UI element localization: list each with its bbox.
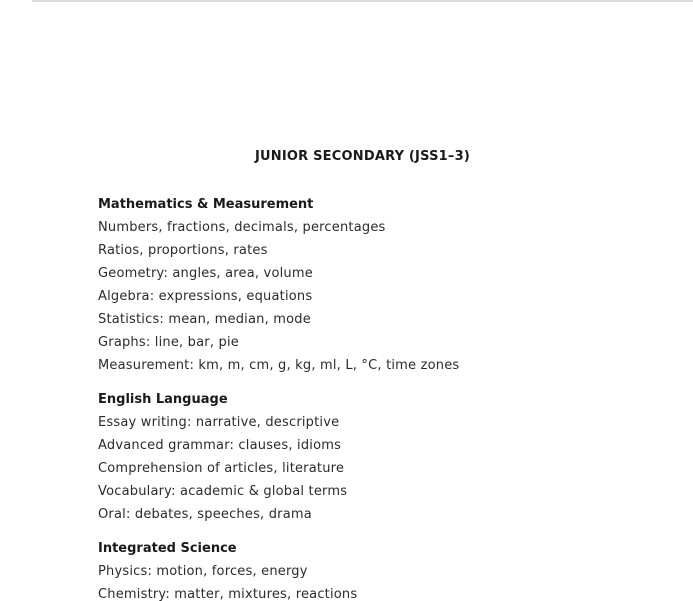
- section-english: [98, 388, 658, 526]
- list-item: Physics: motion, forces, energy: [98, 564, 308, 579]
- list-item: Statistics: mean, median, mode: [98, 312, 311, 327]
- list-item: Comprehension of articles, literature: [98, 461, 345, 476]
- list-item: Ratios, proportions, rates: [98, 243, 268, 258]
- page-title: JUNIOR SECONDARY (JSS1–3): [255, 149, 470, 164]
- list-item: Algebra: expressions, equations: [98, 289, 313, 304]
- top-divider: [32, 0, 693, 2]
- section-heading: English Language: [98, 392, 228, 407]
- list-item: Chemistry: matter, mixtures, reactions: [98, 587, 358, 601]
- list-item: Oral: debates, speeches, drama: [98, 507, 312, 522]
- list-item: Graphs: line, bar, pie: [98, 335, 239, 350]
- section-heading: Integrated Science: [98, 541, 237, 556]
- section-heading: Mathematics & Measurement: [98, 197, 314, 212]
- section-science: [98, 537, 658, 601]
- list-item: Vocabulary: academic & global terms: [98, 484, 348, 499]
- section-mathematics: [98, 193, 658, 377]
- topic-list: [98, 560, 658, 601]
- list-item: Measurement: km, m, cm, g, kg, ml, L, °C, time zones: [98, 358, 460, 373]
- list-item: Numbers, fractions, decimals, percentages: [98, 220, 386, 235]
- list-item: Essay writing: narrative, descriptive: [98, 415, 340, 430]
- list-item: Geometry: angles, area, volume: [98, 266, 313, 281]
- syllabus-content: [98, 193, 658, 601]
- list-item: Advanced grammar: clauses, idioms: [98, 438, 342, 453]
- topic-list: [98, 411, 658, 526]
- topic-list: [98, 216, 658, 377]
